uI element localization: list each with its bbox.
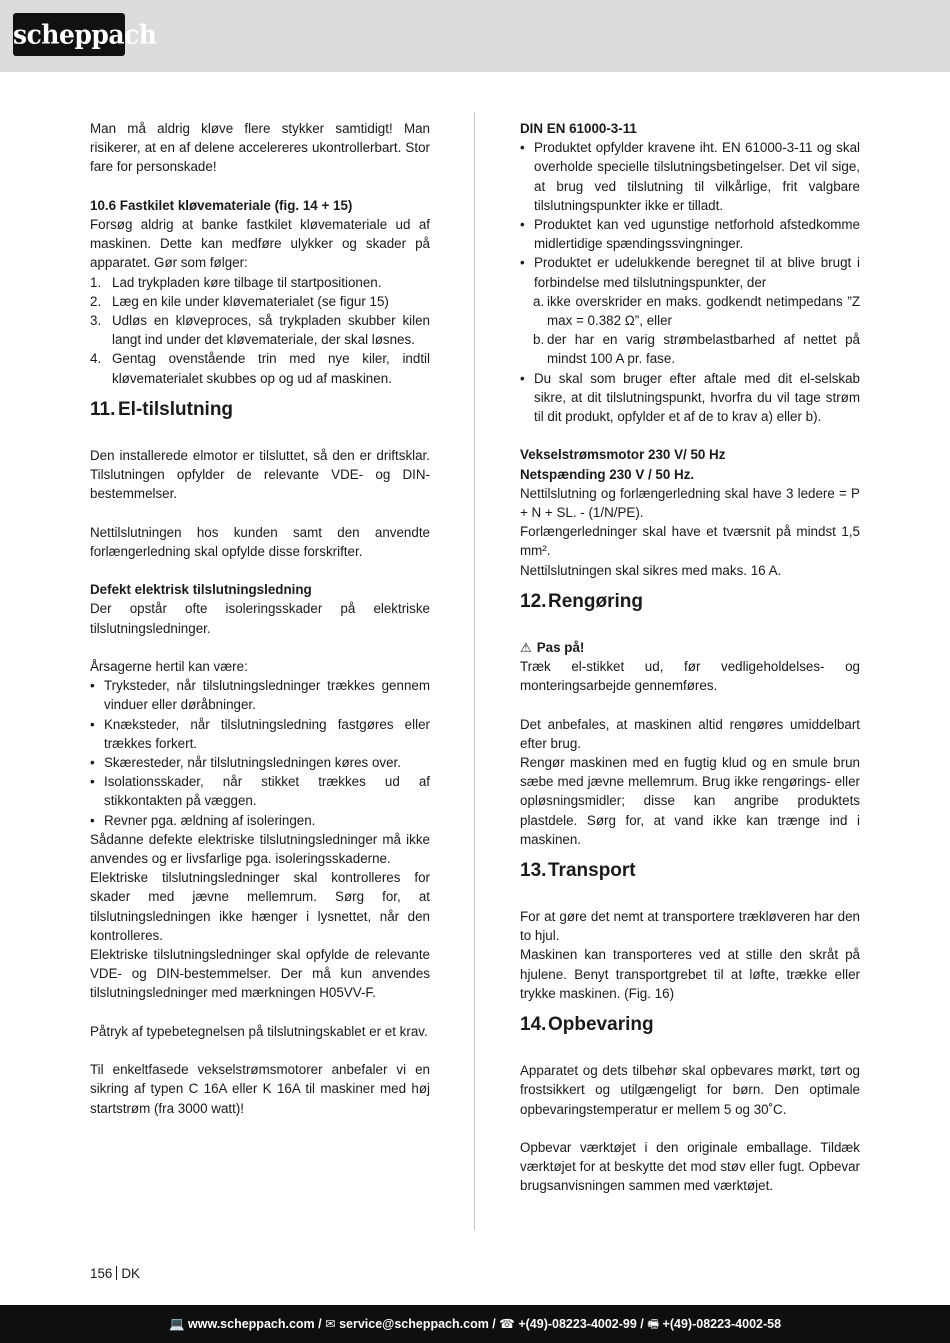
list-item: a. ikke overskrider en maks. godkendt netimpedans ”Z max = 0.382 Ω”, eller [533, 293, 860, 329]
unplug-paragraph: Træk el-stikket ud, før vedligeholdelses- og monteringsarbejde gennemføres. [520, 659, 860, 694]
footer-fax: +(49)-08223-4002-58 [662, 1317, 782, 1331]
list-item: • Skæresteder, når tilslutningsledningen køres over. [90, 755, 401, 771]
causes-intro: Årsagerne hertil kan være: [90, 659, 248, 675]
din-sub-list [520, 292, 860, 369]
transport-paragraph-2: Maskinen kan transporteres ved at stille den skråt på hjulene. Benyt transportgrebet til at løfte, trække eller trykke maskinen. (Fig. 16) [520, 947, 860, 1001]
warning-label: ⚠ Pas på! [520, 638, 860, 657]
clean-paragraph: Rengør maskinen med en fugtig klud og en smule brun sæbe med jævne mellemrum. Brug ikke rengørings- eller opløsningsmidler; disse kan angribe produktets plastdele. Sørg for, at vand ikke kan trænge ind i maskinen. [520, 755, 860, 847]
right-column [520, 119, 860, 1196]
motor-paragraph: Den installerede elmotor er tilsluttet, så den er driftsklar. Tilslutningen opfylder de relevante VDE- og DIN-bestemmelser. [90, 447, 430, 502]
list-item: • Produktet kan ved ugunstige netforhold afstedkomme midlertidige spændingssvingninger. [520, 217, 860, 252]
storage-paragraph-2: Opbevar værktøjet i den originale emballage. Tildæk værktøjet for at beskytte det mod støv eller fugt. Opbevar brugsanvisningen sammen med værktøjet. [520, 1139, 860, 1194]
footer-bar [0, 1305, 950, 1343]
footer-email[interactable]: service@scheppach.com / [339, 1317, 496, 1331]
warning-paragraph: Man må aldrig kløve flere stykker samtidigt! Man risikerer, at en af delene accelereres ukontrollerbart. Stor fare for personskade! [90, 121, 430, 175]
list-item: • Produktet opfylder kravene iht. EN 61000-3-11 og skal overholde specielle tilslutningsbetingelser. Det vil sige, at brug ved tilslutning til vilkårlige, frit valgbare tilslutningspunkter ikke er tilladt. [520, 140, 860, 213]
warning-triangle-icon: ⚠ [520, 639, 532, 655]
transport-paragraph-1: For at gøre det nemt at transportere trækløveren har den to hjul. [520, 909, 860, 944]
page-number: 156 DK [90, 1266, 140, 1281]
footer-phone: +(49)-08223-4002-99 / [518, 1317, 644, 1331]
net-paragraph: Nettilslutningen hos kunden samt den anvendte forlængerledning skal opfylde disse forskrifter. [90, 524, 430, 559]
section-heading-14: 14.Opbevaring [520, 1014, 654, 1036]
print-paragraph: Påtryk af typebetegnelsen på tilslutningskablet er et krav. [90, 1023, 428, 1039]
subsection-heading-defect: Defekt elektrisk tilslutningsledning [90, 582, 312, 598]
fax-icon: 🖷 [647, 1317, 660, 1331]
column-divider [474, 112, 475, 1230]
stuck-paragraph: Forsøg aldrig at banke fastkilet kløvemateriale ud af maskinen. Dette kan medføre ulykker og skader på apparatet. Gør som følger: [90, 217, 430, 271]
recommend-paragraph: Det anbefales, at maskinen altid rengøres umiddelbart efter brug. [520, 716, 860, 751]
phone-icon: ☎ [499, 1317, 515, 1331]
list-item: • Tryksteder, når tilslutningsledninger trækkes gennem vinduer eller døråbninger. [90, 678, 430, 713]
section-heading-11: 11. El-tilslutning [90, 398, 234, 420]
list-item: 2. Læg en kile under kløvematerialet (se figur 15) [90, 293, 389, 309]
fuse-paragraph: Til enkeltfasede vekselstrømsmotorer anbefaler vi en sikring af typen C 16A eller K 16A til maskiner med høj startstrøm (fra 3000 watt)! [90, 1062, 430, 1116]
list-item: • Du skal som bruger efter aftale med dit el-selskab sikre, at dit tilslutningspunkt, hvorfra du vil tage strøm til dit produkt, opfylder et af de to krav a) eller b). [520, 370, 860, 425]
list-item: • Produktet er udelukkende beregnet til at blive brugt i forbindelse med tilslutningspunkter, der a. ikke overskrider en maks. godkendt netimpedans ”Z max = 0.382 Ω”, eller b. der har en varig strømbelastbarhed af nettet på mindst 100 A pr. fase. [520, 253, 860, 368]
subsection-heading-stuck: 10.6 Fastkilet kløvemateriale (fig. 14 + 15) [90, 197, 353, 213]
header-bar [0, 0, 950, 72]
list-item: b. der har en varig strømbelastbarhed af nettet på mindst 100 A pr. fase. [533, 332, 860, 367]
din-list [520, 138, 860, 426]
causes-list [90, 676, 430, 830]
section-heading-12: 12.Rengøring [520, 590, 643, 612]
computer-icon: 💻 [168, 1317, 185, 1331]
ac-paragraph: Nettilslutning og forlængerledning skal have 3 ledere = P + N + SL. - (1/N/PE). [520, 485, 860, 521]
subsection-heading-voltage: Netspænding 230 V / 50 Hz. [520, 466, 695, 482]
defect-paragraph: Der opstår ofte isoleringsskader på elektriske tilslutningsledninger. [90, 601, 430, 636]
list-item: 3. Udløs en kløveproces, så trykpladen skubber kilen langt ind under det kløvemateriale, der skal løsnes. [90, 313, 430, 348]
scheppach-logo: scheppach [13, 13, 125, 56]
footer-website[interactable]: www.scheppach.com / [188, 1317, 322, 1331]
check-paragraph: Elektriske tilslutningsledninger skal kontrolleres for skader med jævne mellemrum. Sørg for, at tilslutningsledningen ikke hænger i lysnettet, når den kontrolleres. [90, 870, 430, 943]
h05-paragraph: Elektriske tilslutningsledninger skal opfylde de relevante VDE- og DIN-bestemmelser. Der må kun anvendes tilslutningsledninger med mærkningen H05VV-F. [90, 947, 430, 1001]
steps-list [90, 273, 430, 388]
list-item: 4. Gentag ovenstående trin med nye kiler, indtil kløvematerialet skubbes op og ud af maskinen. [90, 351, 430, 386]
list-item: • Revner pga. ældning af isoleringen. [90, 812, 316, 828]
dangerous-paragraph: Sådanne defekte elektriske tilslutningsledninger må ikke anvendes og er livsfarlige pga. isoleringsskaderne. [90, 831, 430, 867]
subsection-heading-ac: Vekselstrømsmotor 230 V/ 50 Hz [520, 447, 726, 463]
list-item: • Knæksteder, når tilslutningsledning fastgøres eller trækkes forkert. [90, 716, 430, 751]
list-item: • Isolationsskader, når stikket trækkes ud af stikkontakten på væggen. [90, 774, 430, 809]
extension-paragraph: Forlængerledninger skal have et tværsnit på mindst 1,5 mm². [520, 524, 860, 559]
email-icon: ✉ [325, 1317, 336, 1331]
fuse16-paragraph: Nettilslutningen skal sikres med maks. 16 A. [520, 562, 782, 578]
subsection-heading-din: DIN EN 61000-3-11 [520, 121, 637, 136]
list-item: 1. Lad trykpladen køre tilbage til startpositionen. [90, 274, 382, 290]
section-heading-13: 13.Transport [520, 860, 636, 882]
left-column [90, 119, 430, 1118]
storage-paragraph-1: Apparatet og dets tilbehør skal opbevares mørkt, tørt og frostsikkert og utilgængeligt for børn. Den optimale opbevaringstemperatur er mellem 5 og 30˚C. [520, 1063, 860, 1117]
